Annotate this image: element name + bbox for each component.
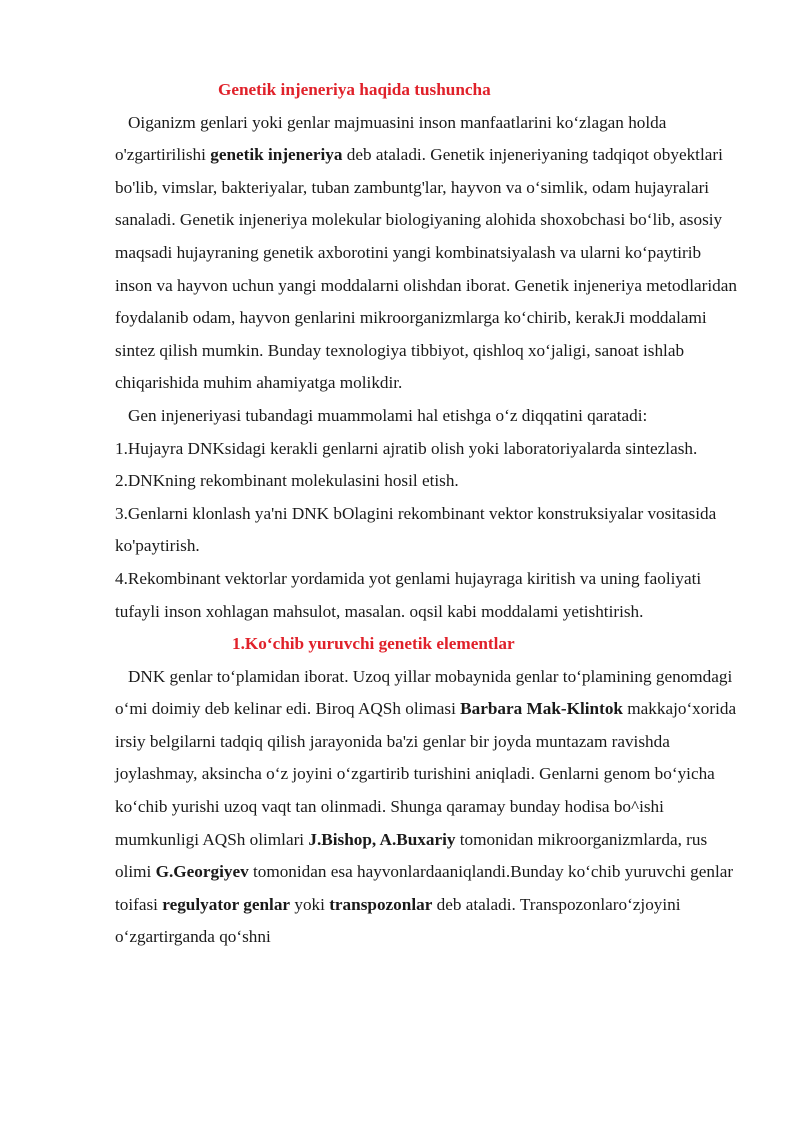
intro-text-2: deb ataladi. Genetik injeneriyaning tadqiqot obyektlari bo'lib, vimslar, bakteriyalar, tuban zambuntg'lar, hayvon va o‘simlik, odam hujayralari sanaladi. Genetik injeneriya molekular biologiyaning alohida shoxobchasi bo‘lib, asosiy maqsadi hujayraning genetik axborotini yangi kombinatsiyalash va ularni ko‘paytirib inson va hayvon uchun yangi moddalarni olishdan iborat. Genetik injeneriya metodlaridan foydalanib odam, hayvon genlarini mikroorganizmlarga ko‘chirib, kerakJi moddalami sintez qilish mumkin. Bunday texnologiya tibbiyot, qishloq xo‘jaligi, sanoat ishlab chiqarishida muhim ahamiyatga molikdir. xyxy=(115,145,737,393)
body-text-2: makkajo‘xorida irsiy belgilarni tadqiq qilish jarayonida ba'zi genlar bir joyda muntazam ravishda joylashmay, aksincha o‘z joyini o‘zgartirib turishini aniqladi. Genlarni genom bo‘yicha ko‘chib yurishi uzoq vaqt tan olinmadi. Shunga qaramay bunday hodisa bo^ishi mumkunligi AQSh olimlari xyxy=(115,699,737,849)
list-item-1: 1.Hujayra DNKsidagi kerakli genlarni ajratib olish yoki laboratoriyalarda sintezlash. xyxy=(115,438,698,458)
list-item-2: 2.DNKning rekombinant molekulasini hosil etish. xyxy=(115,471,459,491)
name-barbara-mak-klintok: Barbara Mak-Klintok xyxy=(460,699,623,719)
tasks-intro-paragraph: Gen injeneriyasi tubandagi muammolami hal etishga o‘z diqqatini qaratadi: xyxy=(128,405,648,425)
term-transpozonlar: transpozonlar xyxy=(329,894,433,914)
list-item-3: 3.Genlarni klonlash ya'ni DNK bOlagini rekombinant vektor konstruksiyalar vositasida ko'paytirish. xyxy=(115,503,717,556)
names-bishop-buxariy: J.Bishop, A.Buxariy xyxy=(308,829,456,849)
body-text-4: tomonidan esa hayvonlardaaniqlandi.Bunday ko‘chib yuruvchi genlar toifasi xyxy=(115,862,734,914)
body-text-6: deb ataladi. Transpozonlaro‘zjoyini o‘zgartirganda qo‘shni xyxy=(115,894,681,947)
body-text-5: yoki xyxy=(290,894,330,914)
list-item-4: 4.Rekombinant vektorlar yordamida yot genlami hujayraga kiritish va uning faoliyati tufayli inson xohlagan mahsulot, masalan. oqsil kabi moddalami yetishtirish. xyxy=(115,568,702,621)
term-regulyator-genlar: regulyator genlar xyxy=(162,894,291,914)
body-text-3: tomonidan mikroorganizmlarda, rus olimi xyxy=(115,829,708,882)
section-heading-genetic-engineering: Genetik injeneriya haqida tushuncha xyxy=(218,80,491,99)
intro-text-1: Oiganizm genlari yoki genlar majmuasini inson manfaatlarini ko‘zlagan holda o'zgartirilishi xyxy=(115,112,667,165)
section-heading-mobile-elements: 1.Ko‘chib yuruvchi genetik elementlar xyxy=(232,634,515,654)
intro-paragraph xyxy=(115,107,740,400)
term-genetik-injeneriya: genetik injeneriya xyxy=(210,145,343,165)
name-georgiyev: G.Georgiyev xyxy=(155,862,249,882)
mobile-elements-paragraph xyxy=(115,661,740,954)
body-text-1: DNK genlar to‘plamidan iborat. Uzoq yillar mobaynida genlar to‘plamining genomdagi o‘mi doimiy deb kelinar edi. Biroq AQSh olimasi xyxy=(115,666,733,719)
